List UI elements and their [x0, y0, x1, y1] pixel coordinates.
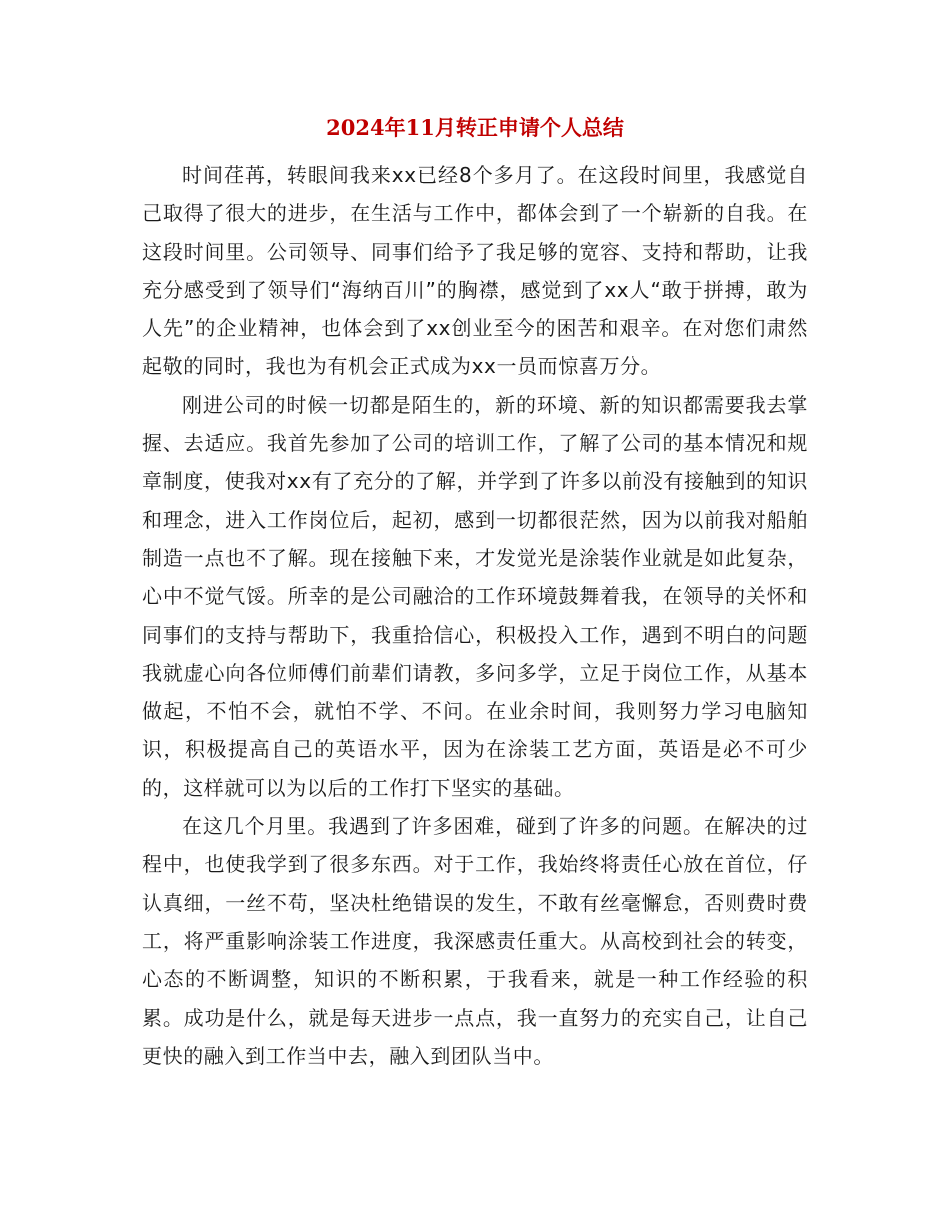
paragraph-1: 时间荏苒，转眼间我来xx已经8个多月了。在这段时间里，我感觉自己取得了很大的进步，在生活与工作中，都体会到了一个崭新的自我。在这段时间里。公司领导、同事们给予了我足够的宽容、支持和帮助，让我充分感受到了领导们“海纳百川”的胸襟，感觉到了xx人“敢于拼搏，敢为人先”的企业精神，也体会到了xx创业至今的困苦和艰辛。在对您们肃然起敬的同时，我也为有机会正式成为xx一员而惊喜万分。: [142, 163, 808, 379]
document-title: 2024年11月转正申请个人总结: [326, 115, 624, 140]
paragraph-2: 刚进公司的时候一切都是陌生的，新的环境、新的知识都需要我去掌握、去适应。我首先参加了公司的培训工作，了解了公司的基本情况和规章制度，使我对xx有了充分的了解，并学到了许多以前没有接触到的知识和理念，进入工作岗位后，起初，感到一切都很茫然，因为以前我对船舶制造一点也不了解。现在接触下来，才发觉光是涂装作业就是如此复杂，心中不觉气馁。所幸的是公司融洽的工作环境鼓舞着我，在领导的关怀和同事们的支持与帮助下，我重拾信心，积极投入工作，遇到不明白的问题我就虚心向各位师傅们前辈们请教，多问多学，立足于岗位工作，从基本做起，不怕不会，就怕不学、不问。在业余时间，我则努力学习电脑知识，积极提高自己的英语水平，因为在涂装工艺方面，英语是必不可少的，这样就可以为以后的工作打下坚实的基础。: [142, 392, 808, 800]
document-body: [142, 156, 808, 1075]
paragraph-3: 在这几个月里。我遇到了许多困难，碰到了许多的问题。在解决的过程中，也使我学到了很多东西。对于工作，我始终将责任心放在首位，仔认真细，一丝不苟，坚决杜绝错误的发生，不敢有丝毫懈怠，否则费时费工，将严重影响涂装工作进度，我深感责任重大。从高校到社会的转变，心态的不断调整，知识的不断积累，于我看来，就是一种工作经验的积累。成功是什么，就是每天进步一点点，我一直努力的充实自己，让自己更快的融入到工作当中去，融入到团队当中。: [142, 814, 808, 1068]
